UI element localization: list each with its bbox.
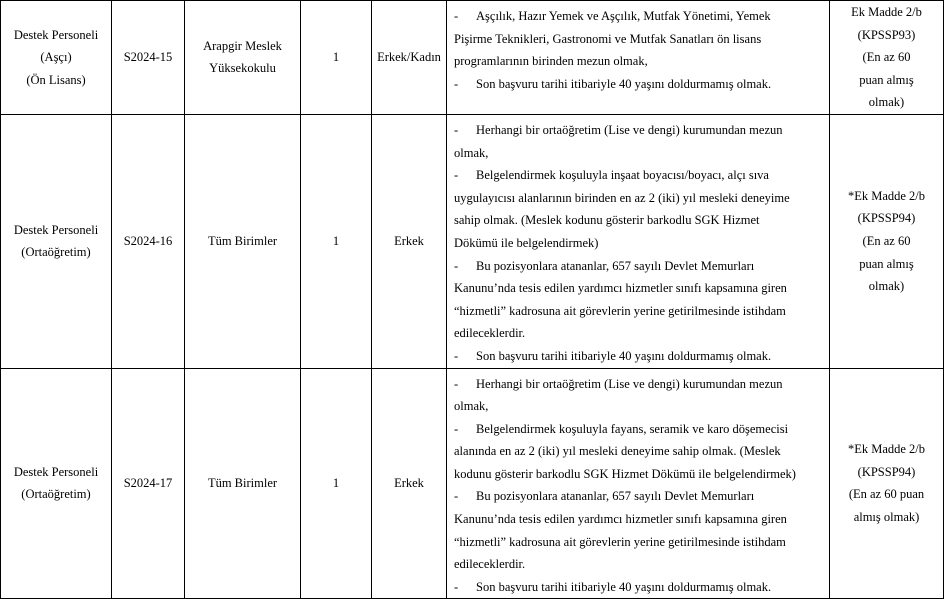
gender-cell bbox=[372, 114, 447, 368]
requirement-text: Belgelendirmek koşuluyla fayans, seramik ve karo döşemecisi bbox=[476, 421, 789, 436]
gender: Erkek/Kadın bbox=[377, 50, 441, 65]
requirement-text: “hizmetli” kadrosuna ait görevlerin yerine getirilmesinde istihdam bbox=[454, 303, 786, 318]
score-line: olmak) bbox=[868, 279, 905, 294]
requirement-text: uygulayıcısı alanlarının birinden en az 2 (iki) yıl mesleki deneyime bbox=[454, 190, 790, 205]
requirement-item bbox=[454, 255, 825, 345]
requirement-text: “hizmetli” kadrosuna ait görevlerin yerine getirilmesinde istihdam bbox=[454, 534, 786, 549]
position-line: Destek Personeli bbox=[13, 464, 99, 479]
score-line: (KPSSP94) bbox=[857, 211, 916, 226]
count-cell bbox=[301, 1, 372, 115]
position-count: 1 bbox=[332, 50, 340, 65]
score-line: olmak) bbox=[868, 95, 905, 110]
count-cell bbox=[301, 368, 372, 599]
position-line: (Aşçı) bbox=[40, 50, 72, 65]
score-line: (KPSSP93) bbox=[857, 27, 916, 42]
requirement-item bbox=[454, 164, 825, 254]
requirement-text: kodunu gösterir barkodlu SGK Hizmet Dökümü ile belgelendirmek) bbox=[454, 466, 796, 481]
requirement-text: alanında en az 2 (iki) yıl mesleki deneyime sahip olmak. (Meslek bbox=[454, 444, 781, 459]
bullet-dash: - bbox=[454, 348, 459, 363]
table-row bbox=[1, 1, 944, 115]
position-cell bbox=[1, 368, 112, 599]
score-cell bbox=[830, 1, 944, 115]
requirement-text: Belgelendirmek koşuluyla inşaat boyacısı/boyacı, alçı sıva bbox=[476, 168, 769, 183]
score-line: (En az 60 bbox=[862, 50, 911, 65]
position-code: S2024-15 bbox=[123, 50, 173, 65]
position-line: (Ortaöğretim) bbox=[21, 245, 91, 260]
requirements-cell bbox=[447, 1, 830, 115]
requirement-text: Dökümü ile belgelendirmek) bbox=[454, 235, 599, 250]
position-cell bbox=[1, 1, 112, 115]
gender: Erkek bbox=[394, 476, 424, 491]
requirement-text: edileceklerdir. bbox=[454, 326, 526, 341]
requirement-text: sahip olmak. (Meslek kodunu gösterir barkodlu SGK Hizmet bbox=[454, 213, 760, 228]
requirement-item bbox=[454, 119, 825, 164]
requirement-text: Aşçılık, Hazır Yemek ve Aşçılık, Mutfak Yönetimi, Yemek bbox=[476, 9, 771, 23]
bullet-dash: - bbox=[454, 168, 459, 183]
position-code: S2024-17 bbox=[123, 476, 173, 491]
gender-cell bbox=[372, 368, 447, 599]
bullet-dash: - bbox=[454, 376, 459, 391]
gender-cell bbox=[372, 1, 447, 115]
requirement-text: olmak, bbox=[454, 145, 489, 160]
bullet-dash: - bbox=[454, 579, 459, 594]
requirement-text: Pişirme Teknikleri, Gastronomi ve Mutfak Sanatları ön lisans bbox=[454, 31, 762, 46]
requirement-text: programlarının birinden mezun olmak, bbox=[454, 54, 648, 69]
score-line: almış olmak) bbox=[853, 510, 920, 525]
requirements-cell bbox=[447, 114, 830, 368]
position-cell bbox=[1, 114, 112, 368]
requirement-text: olmak, bbox=[454, 399, 489, 414]
requirement-text: Herhangi bir ortaöğretim (Lise ve dengi) kurumundan mezun bbox=[476, 376, 783, 391]
requirement-text: Son başvuru tarihi itibariyle 40 yaşını doldurmamış olmak. bbox=[476, 348, 772, 363]
requirement-text: Kanunu’nda tesis edilen yardımcı hizmetler sınıfı kapsamına giren bbox=[454, 512, 787, 527]
code-cell bbox=[112, 114, 185, 368]
unit-line: Tüm Birimler bbox=[207, 476, 278, 491]
table-row bbox=[1, 368, 944, 599]
requirement-text: Son başvuru tarihi itibariyle 40 yaşını doldurmamış olmak. bbox=[476, 76, 772, 91]
bullet-dash: - bbox=[454, 258, 459, 273]
bullet-dash: - bbox=[454, 421, 459, 436]
requirements-cell bbox=[447, 368, 830, 599]
score-line: puan almış bbox=[859, 72, 914, 87]
gender: Erkek bbox=[394, 233, 424, 248]
unit-cell bbox=[185, 368, 301, 599]
position-count: 1 bbox=[332, 233, 340, 248]
code-cell bbox=[112, 368, 185, 599]
position-count: 1 bbox=[332, 476, 340, 491]
position-code: S2024-16 bbox=[123, 233, 173, 248]
table-row bbox=[1, 114, 944, 368]
score-line: *Ek Madde 2/b bbox=[847, 188, 926, 203]
requirement-item bbox=[454, 418, 825, 486]
requirement-text: Bu pozisyonlara atananlar, 657 sayılı Devlet Memurları bbox=[476, 258, 755, 273]
bullet-dash: - bbox=[454, 9, 459, 23]
requirement-item bbox=[454, 5, 825, 73]
bullet-dash: - bbox=[454, 122, 459, 137]
requirement-text: Herhangi bir ortaöğretim (Lise ve dengi) kurumundan mezun bbox=[476, 122, 783, 137]
score-line: Ek Madde 2/b bbox=[851, 5, 922, 19]
position-line: Destek Personeli bbox=[13, 27, 99, 42]
bullet-dash: - bbox=[454, 76, 459, 91]
score-line: (KPSSP94) bbox=[857, 464, 916, 479]
requirement-item bbox=[454, 73, 825, 96]
unit-cell bbox=[185, 114, 301, 368]
requirement-text: edileceklerdir. bbox=[454, 557, 526, 572]
requirement-item bbox=[454, 485, 825, 575]
count-cell bbox=[301, 114, 372, 368]
requirement-item bbox=[454, 576, 825, 599]
bullet-dash: - bbox=[454, 489, 459, 504]
unit-line: Yüksekokulu bbox=[209, 61, 276, 76]
score-line: (En az 60 bbox=[862, 233, 911, 248]
score-line: (En az 60 puan bbox=[848, 487, 925, 502]
unit-line: Arapgir Meslek bbox=[203, 38, 282, 53]
score-line: *Ek Madde 2/b bbox=[847, 442, 926, 457]
requirement-text: Son başvuru tarihi itibariyle 40 yaşını doldurmamış olmak. bbox=[476, 579, 772, 594]
score-line: puan almış bbox=[859, 256, 914, 271]
unit-cell bbox=[185, 1, 301, 115]
unit-line: Tüm Birimler bbox=[207, 233, 278, 248]
position-line: Destek Personeli bbox=[13, 222, 99, 237]
requirement-item bbox=[454, 373, 825, 418]
requirement-item bbox=[454, 345, 825, 368]
score-cell bbox=[830, 114, 944, 368]
position-line: (Ortaöğretim) bbox=[21, 487, 91, 502]
requirement-text: Bu pozisyonlara atananlar, 657 sayılı Devlet Memurları bbox=[476, 489, 755, 504]
position-line: (Ön Lisans) bbox=[26, 72, 86, 87]
requirement-text: Kanunu’nda tesis edilen yardımcı hizmetler sınıfı kapsamına giren bbox=[454, 281, 787, 296]
code-cell bbox=[112, 1, 185, 115]
score-cell bbox=[830, 368, 944, 599]
